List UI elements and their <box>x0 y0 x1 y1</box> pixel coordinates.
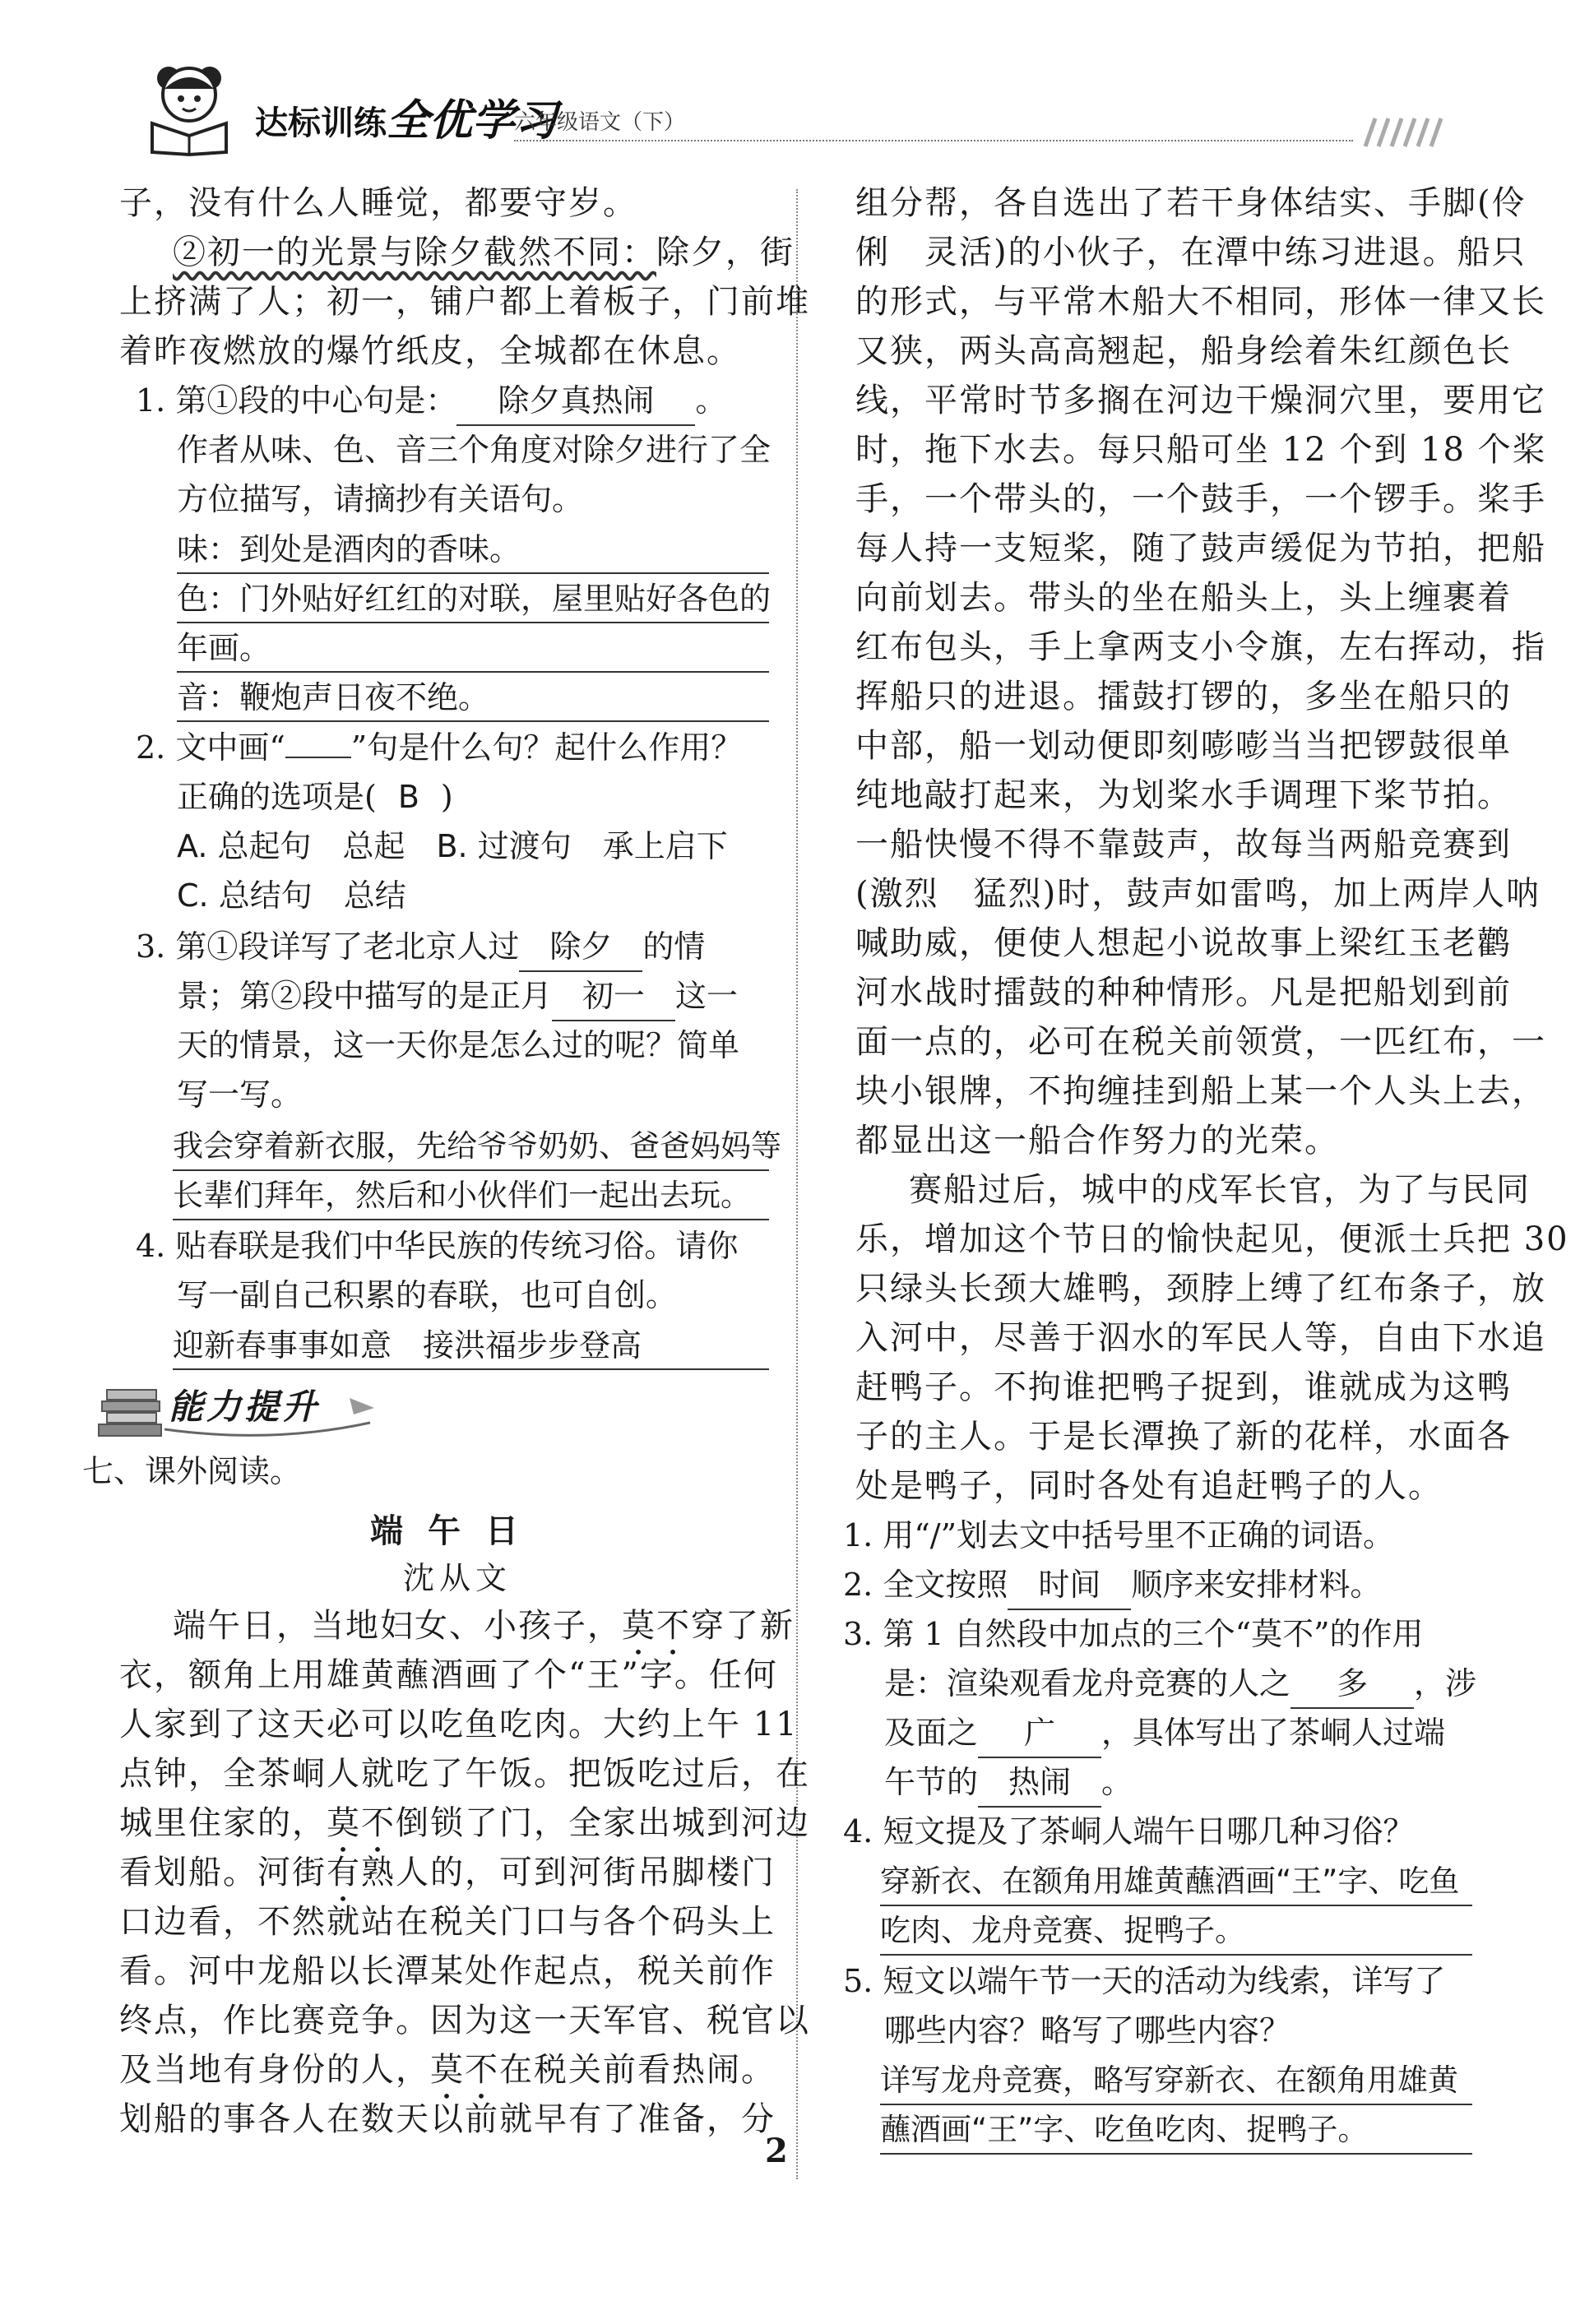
answer-blank[interactable]: 初一 <box>552 972 675 1021</box>
option-line: A. 总起句 总起 B. 过渡句 承上启下 <box>177 828 728 864</box>
question-text: 是：渲染观看龙舟竞赛的人之 多 ，涉 <box>884 1660 1476 1709</box>
question-text: 午节的 热闹 。 <box>884 1758 1133 1808</box>
column-divider <box>796 189 798 2179</box>
answer-line[interactable]: 长辈们拜年，然后和小伙伴们一起出去玩。 <box>173 1173 769 1220</box>
section-heading: 七、课外阅读。 <box>82 1453 302 1489</box>
passage-line: 纯地敲打起来，为划桨水手调理下桨节拍。 <box>855 776 1512 814</box>
answer-blank[interactable]: 广 <box>978 1709 1101 1758</box>
passage-line: 子，没有什么人睡觉，都要守岁。 <box>119 184 637 222</box>
header-divider <box>514 140 1353 141</box>
passage-line: 端午日，当地妇女、小孩子，莫不穿了新 <box>173 1607 795 1645</box>
underline-sample <box>285 757 351 758</box>
question-4: 4. 短文提及了茶峒人端午日哪几种习俗？ <box>843 1813 1415 1849</box>
passage-line: 看划船。河街有熟人的，可到河街吊脚楼门 <box>119 1854 776 1891</box>
answer-line[interactable]: 色：门外贴好红红的对联，屋里贴好各色的 <box>177 576 769 623</box>
passage-line: 块小银牌，不拘缠挂到船上某一个人头上去， <box>855 1072 1546 1110</box>
passage-line: (激烈 猛烈)时，鼓声如雷鸣，加上两岸人呐 <box>855 875 1541 913</box>
answer-blank[interactable]: 热闹 <box>978 1758 1101 1808</box>
passage-line: 一船快慢不得不靠鼓声，故每当两船竞赛到 <box>855 826 1512 863</box>
passage-line: 上挤满了人；初一，铺户都上着板子，门前堆 <box>119 283 810 321</box>
passage-line: 手，一个带头的，一个鼓手，一个锣手。桨手 <box>855 480 1546 518</box>
answer-blank[interactable]: 除夕 <box>519 923 642 972</box>
passage-line: 人家到了这天必可以吃鱼吃肉。大约上午 11 <box>119 1706 799 1743</box>
passage-line: 乐，增加这个节日的愉快起见，便派士兵把 30 <box>855 1220 1569 1258</box>
passage-line: 面一点的，必可在税关前领赏，一匹红布，一 <box>855 1023 1546 1061</box>
answer-blank[interactable]: 时间 <box>1008 1561 1131 1610</box>
answer-blank[interactable]: 除夕真热闹 <box>456 377 695 426</box>
question-2: 2. 全文按照 时间 顺序来安排材料。 <box>843 1561 1381 1610</box>
passage-line: 赶鸭子。不拘谁把鸭子捉到，谁就成为这鸭 <box>855 1368 1512 1406</box>
passage-line: 入河中，尽善于泅水的军民人等，自由下水追 <box>855 1319 1546 1357</box>
answer-line[interactable]: 吃肉、龙舟竞赛、捉鸭子。 <box>880 1908 1472 1956</box>
passage-line: 又狭，两头高高翘起，船身绘着朱红颜色长 <box>855 332 1512 370</box>
answer-line[interactable]: 穿新衣、在额角用雄黄蘸酒画“王”字、吃鱼 <box>880 1859 1472 1906</box>
grade-subject: 六年级语文（下） <box>514 110 686 135</box>
question-4: 4. 贴春联是我们中华民族的传统习俗。请你 <box>136 1228 739 1264</box>
question-1: 1. 用“/”划去文中括号里不正确的词语。 <box>843 1517 1394 1553</box>
passage-line: 河水战时擂鼓的种种情形。凡是把船划到前 <box>855 974 1512 1012</box>
passage-line: 喊助威，便使人想起小说故事上梁红玉老鹳 <box>855 924 1512 962</box>
passage-line: 只绿头长颈大雄鸭，颈脖上缚了红布条子，放 <box>855 1270 1546 1308</box>
question-text: 作者从味、色、音三个角度对除夕进行了全 <box>177 432 772 468</box>
passage-line: 着昨夜燃放的爆竹纸皮，全城都在休息。 <box>119 332 741 370</box>
question-3: 3. 第 1 自然段中加点的三个“莫不”的作用 <box>843 1616 1424 1652</box>
question-text: 方位描写，请摘抄有关语句。 <box>177 481 584 517</box>
section-title: 能力提升 <box>169 1387 321 1427</box>
question-5: 5. 短文以端午节一天的活动为线索，详写了 <box>843 1963 1446 1999</box>
decorative-stripes-icon <box>1357 115 1456 148</box>
page-header <box>132 58 1448 156</box>
passage-line: ②初一的光景与除夕截然不同：除夕，街 <box>173 234 795 271</box>
passage-line: 都显出这一船合作努力的光荣。 <box>855 1122 1339 1160</box>
passage-line: 子的主人。于是长潭换了新的花样，水面各 <box>855 1418 1512 1456</box>
question-text: 哪些内容？略写了哪些内容？ <box>884 2012 1291 2049</box>
question-text: 写一副自己积累的春联，也可自创。 <box>177 1277 678 1313</box>
passage-line: 中部，船一划动便即刻嘭嘭当当把锣鼓很单 <box>855 727 1512 765</box>
passage-line: 终点，作比赛竞争。因为这一天军官、税官以 <box>119 2002 810 2039</box>
passage-line: 口边看，不然就站在税关门口与各个码头上 <box>119 1903 776 1941</box>
passage-line: 处是鸭子，同时各处有追赶鸭子的人。 <box>855 1467 1443 1505</box>
answer-line[interactable]: 年画。 <box>177 625 769 673</box>
section-banner <box>90 1365 387 1447</box>
passage-line: 赛船过后，城中的戍军长官，为了与民同 <box>909 1171 1531 1209</box>
choice-answer[interactable]: B <box>397 779 419 815</box>
question-text: 正确的选项是( B ) <box>177 779 453 815</box>
passage-line: 划船的事各人在数天以前就早有了准备，分 <box>119 2100 776 2138</box>
question-text: 及面之 广 ，具体写出了茶峒人过端 <box>884 1709 1445 1758</box>
question-text: 天的情景，这一天你是怎么过的呢？简单 <box>177 1027 740 1063</box>
emphasis-dot-char: 有 <box>327 1854 361 1891</box>
option-line: C. 总结句 总结 <box>177 877 406 914</box>
answer-line[interactable]: 味：到处是酒肉的香味。 <box>177 526 769 574</box>
passage-line: 城里住家的，莫不倒锁了门，全家出城到河边 <box>119 1804 810 1842</box>
article-title: 端午日 <box>370 1512 543 1550</box>
answer-blank[interactable]: 多 <box>1290 1660 1414 1709</box>
passage-line: 俐 灵活)的小伙子，在潭中练习进退。船只 <box>855 234 1527 271</box>
emphasis-dot-char: 不 <box>361 1804 396 1842</box>
question-text: 景；第②段中描写的是正月 初一 这一 <box>177 972 738 1021</box>
passage-line: 线，平常时节多搁在河边干燥洞穴里，要用它 <box>855 382 1546 419</box>
emphasis-dot-char: 莫 <box>622 1607 656 1645</box>
passage-line: 向前划去。带头的坐在船头上，头上缠裹着 <box>855 579 1512 617</box>
page-number: 2 <box>765 2132 788 2170</box>
answer-line[interactable]: 蘸酒画“王”字、吃鱼吃肉、捉鸭子。 <box>880 2107 1472 2155</box>
brand-logo-text: 全优学习 <box>387 96 558 146</box>
wavy-underlined-sentence: ②初一的光景与除夕截然不同： <box>173 234 656 271</box>
question-2: 2. 文中画“ ”句是什么句？起什么作用？ <box>136 729 743 766</box>
question-3: 3. 第①段详写了老北京人过 除夕 的情 <box>136 923 705 972</box>
answer-line[interactable]: 迎新春事事如意 接洪福步步登高 <box>173 1322 769 1370</box>
reading-girl-mascot-icon <box>132 58 247 156</box>
passage-line: 看。河中龙船以长潭某处作起点，税关前作 <box>119 1952 776 1990</box>
question-text: 写一写。 <box>177 1076 303 1113</box>
emphasis-dot-char: 莫 <box>430 2051 465 2089</box>
answer-line[interactable]: 详写龙舟竞赛，略写穿新衣、在额角用雄黄 <box>880 2058 1472 2105</box>
passage-line: 点钟，全茶峒人就吃了午饭。把饭吃过后，在 <box>119 1755 810 1793</box>
emphasis-dot-char: 不 <box>465 2051 499 2089</box>
passage-line: 的形式，与平常木船大不相同，形体一律又长 <box>855 283 1546 321</box>
passage-line: 挥船只的进退。擂鼓打锣的，多坐在船只的 <box>855 678 1512 715</box>
passage-line: 衣，额角上用雄黄蘸酒画了个“王”字。任何 <box>119 1656 778 1694</box>
passage-line: 时，拖下水去。每只船可坐 12 个到 18 个桨 <box>855 431 1547 469</box>
question-1: 1. 第①段的中心句是： 除夕真热闹 。 <box>136 377 726 426</box>
answer-line[interactable]: 我会穿着新衣服，先给爷爷奶奶、爸爸妈妈等 <box>173 1123 769 1171</box>
passage-line: 及当地有身份的人，莫不在税关前看热闹。 <box>119 2051 776 2089</box>
article-author: 沈从文 <box>403 1560 512 1596</box>
emphasis-dot-char: 莫 <box>327 1804 361 1842</box>
brand-name: 达标训练 <box>255 104 387 142</box>
passage-line: 组分帮，各自选出了若干身体结实、手脚(伶 <box>855 184 1527 222</box>
passage-line: 每人持一支短桨，随了鼓声缓促为节拍，把船 <box>855 530 1546 567</box>
emphasis-dot-char: 不 <box>656 1607 691 1645</box>
passage-line: 红布包头，手上拿两支小令旗，左右挥动，指 <box>855 628 1546 666</box>
answer-line[interactable]: 音：鞭炮声日夜不绝。 <box>177 674 769 722</box>
